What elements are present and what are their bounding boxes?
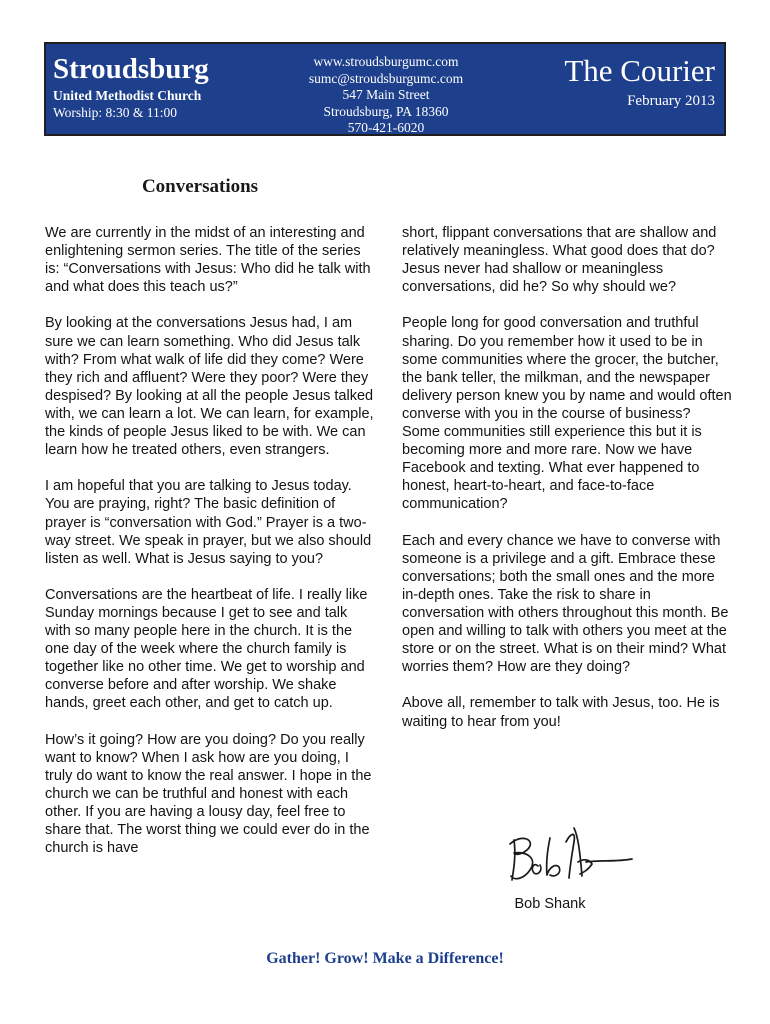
worship-times: Worship: 8:30 & 11:00 — [53, 105, 178, 120]
newsletter-identity — [564, 53, 715, 111]
church-name: Stroudsburg — [53, 53, 209, 85]
paragraph: People long for good conversation and truthful sharing. Do you remember how it used to be in some communities where the grocer, the butcher, the bank teller, the milkman, and the newspaper delivery person knew you by name and would often converse with you in the course of business? Some communities still experience this but it is becoming more and more rare. Now we have Facebook and texting. What ever happened to honest, heart-to-heart, and face-to-face communication? — [402, 315, 732, 513]
paragraph: By looking at the conversations Jesus had, I am sure we can learn something. Who did Jesus talk with? From what walk of life did they come? Were they rich and affluent? Were they poor? Were they despised? By looking at all the people Jesus talked with, we can learn a lot. We can learn, for example, the kinds of people Jesus liked to be with. We can learn how he treated others, even strangers. — [45, 315, 374, 459]
paragraph: Each and every chance we have to converse with someone is a privilege and a gift. Embrace these conversations; both the small ones and the more in-depth ones. Take the risk to share in conversation with others throughout this month. Be open and willing to talk with others you meet at the store or on the street. What is on their mind? What worries them? How are they doing? — [402, 532, 729, 676]
paragraph: Conversations are the heartbeat of life. I really like Sunday mornings because I get to see and talk with so many people here in the church. It is the one day of the week where the church family is together like no other time. We get to worship and converse before and after worship. We shake hands, greet each other, and get to catch up. — [45, 586, 368, 712]
city-state-zip: Stroudsburg, PA 18360 — [323, 103, 449, 119]
newsletter-title: The Courier — [564, 53, 715, 88]
article-column-left — [45, 224, 375, 875]
church-identity — [53, 52, 209, 121]
article-title: Conversations — [141, 176, 259, 197]
issue-date: February 2013 — [627, 93, 715, 109]
street-address: 547 Main Street — [342, 87, 430, 102]
signature-icon — [500, 818, 640, 893]
church-subtitle: United Methodist Church — [53, 88, 202, 103]
article-column-right — [402, 224, 732, 749]
website-link[interactable]: www.stroudsburgumc.com — [313, 54, 459, 69]
author-name: Bob Shank — [514, 896, 586, 912]
masthead-banner — [44, 42, 726, 136]
paragraph: short, flippant conversations that are shallow and relatively meaningless. What good does that do? Jesus never had shallow or meaningless conversations, did he? So why should we? — [402, 225, 717, 296]
paragraph: We are currently in the midst of an interesting and enlightening sermon series. The title of the series is: “Conversations with Jesus: Who did he talk with and what does this teach us?” — [45, 225, 371, 296]
paragraph: How’s it going? How are you doing? Do you really want to know? When I ask how are you doing, I truly do want to know the real answer. I hope in the church we can be truthful and honest with each other. If you are having a lousy day, feel free to share that. The worst thing we could ever do in the church is have — [45, 731, 372, 857]
phone-number: 570-421-6020 — [347, 120, 425, 135]
footer-slogan: Gather! Grow! Make a Difference! — [266, 950, 504, 967]
paragraph: I am hopeful that you are talking to Jesus today. You are praying, right? The basic definition of prayer is “conversation with God.” Prayer is a two-way street. We speak in prayer, but we also should listen as well. What is Jesus saying to you? — [45, 478, 372, 567]
paragraph: Above all, remember to talk with Jesus, too. He is waiting to hear from you! — [402, 695, 720, 730]
contact-block — [283, 54, 489, 137]
email-link[interactable]: sumc@stroudsburgumc.com — [308, 70, 464, 86]
